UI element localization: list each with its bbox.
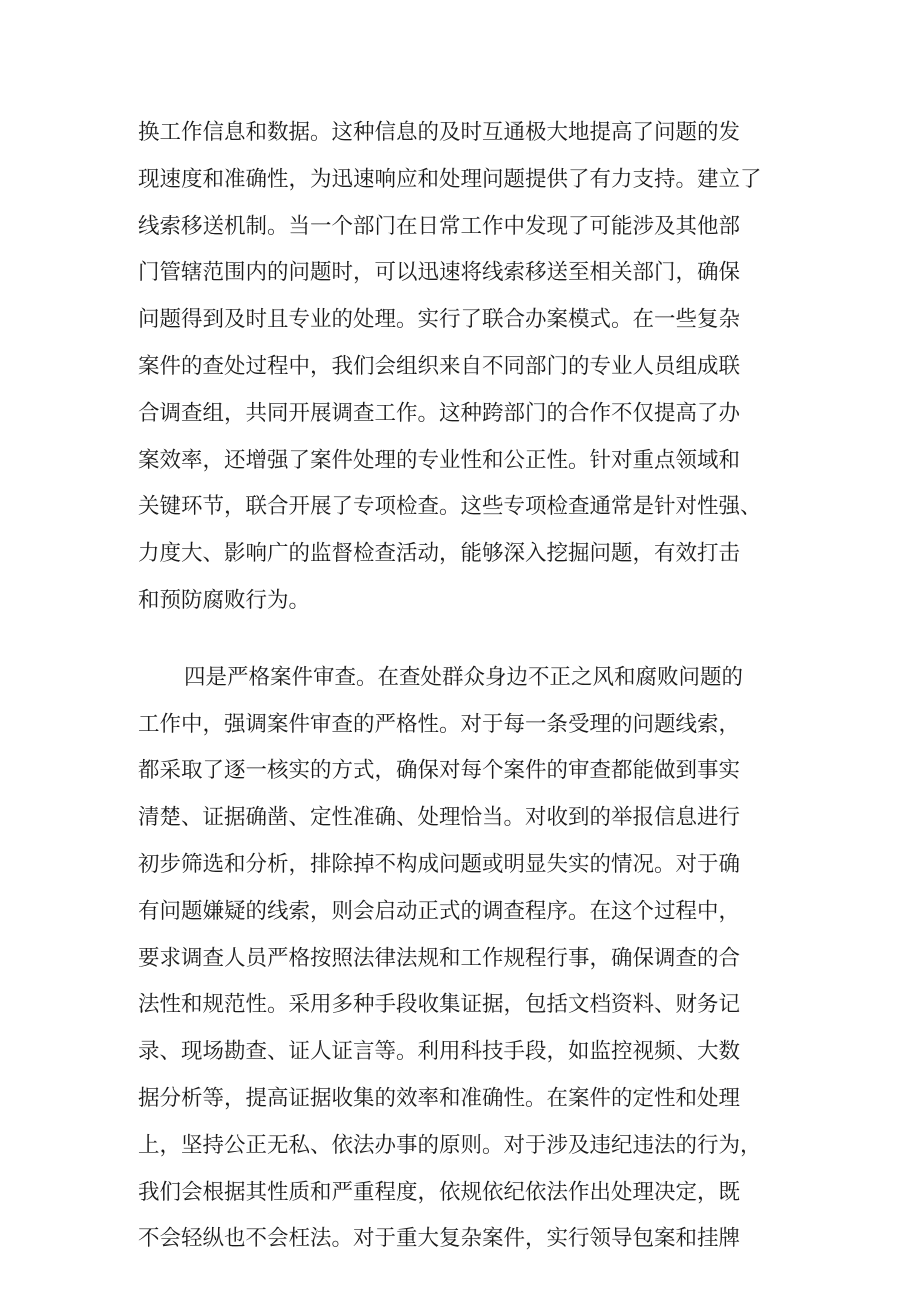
paragraph-heading-line: 四是严格案件审查。在查处群众身边不正之风和腐败问题的 (184, 664, 744, 690)
text-line: 清楚、证据确凿、定性准确、处理恰当。对收到的举报信息进行 (138, 805, 741, 831)
text-line: 有问题嫌疑的线索，则会启动正式的调查程序。在这个过程中， (138, 898, 741, 924)
text-line: 初步筛选和分析，排除掉不构成问题或明显失实的情况。对于确 (138, 851, 741, 877)
text-line: 换工作信息和数据。这种信息的及时互通极大地提高了问题的发 (138, 120, 741, 145)
text-line: 都采取了逐一核实的方式，确保对每个案件的审查都能做到事实 (138, 758, 741, 784)
text-line: 案效率，还增强了案件处理的专业性和公正性。针对重点领域和 (138, 447, 741, 473)
paragraph-case-review (138, 655, 790, 1263)
text-line: 我们会根据其性质和严重程度，依规依纪依法作出处理决定，既 (138, 1179, 741, 1205)
text-line: 录、现场勘查、证人证言等。利用科技手段，如监控视频、大数 (138, 1039, 741, 1065)
text-line: 据分析等，提高证据收集的效率和准确性。在案件的定性和处理 (138, 1085, 741, 1111)
text-line: 案件的查处过程中，我们会组织来自不同部门的专业人员组成联 (138, 353, 741, 379)
text-line: 门管辖范围内的问题时，可以迅速将线索移送至相关部门，确保 (138, 260, 741, 286)
text-line: 工作中，强调案件审查的严格性。对于每一条受理的问题线索， (138, 711, 741, 737)
text-line: 力度大、影响广的监督检查活动，能够深入挖掘问题，有效打击 (138, 541, 741, 567)
text-line: 要求调查人员严格按照法律法规和工作规程行事，确保调查的合 (138, 945, 741, 971)
text-line: 现速度和准确性，为迅速响应和处理问题提供了有力支持。建立了 (138, 166, 762, 192)
text-line: 关键环节，联合开展了专项检查。这些专项检查通常是针对性强、 (138, 494, 762, 520)
text-line: 上，坚持公正无私、依法办事的原则。对于涉及违纪违法的行为， (138, 1132, 762, 1158)
text-line: 法性和规范性。采用多种手段收集证据，包括文档资料、财务记 (138, 992, 741, 1018)
document-body (138, 110, 790, 1263)
text-line: 线索移送机制。当一个部门在日常工作中发现了可能涉及其他部 (138, 213, 741, 239)
text-line: 和预防腐败行为。 (138, 587, 311, 613)
text-line: 问题得到及时且专业的处理。实行了联合办案模式。在一些复杂 (138, 307, 741, 333)
paragraph-interdepartmental-cooperation (138, 110, 790, 625)
text-line: 合调查组，共同开展调查工作。这种跨部门的合作不仅提高了办 (138, 400, 741, 426)
text-line: 不会轻纵也不会枉法。对于重大复杂案件，实行领导包案和挂牌 (138, 1226, 741, 1252)
